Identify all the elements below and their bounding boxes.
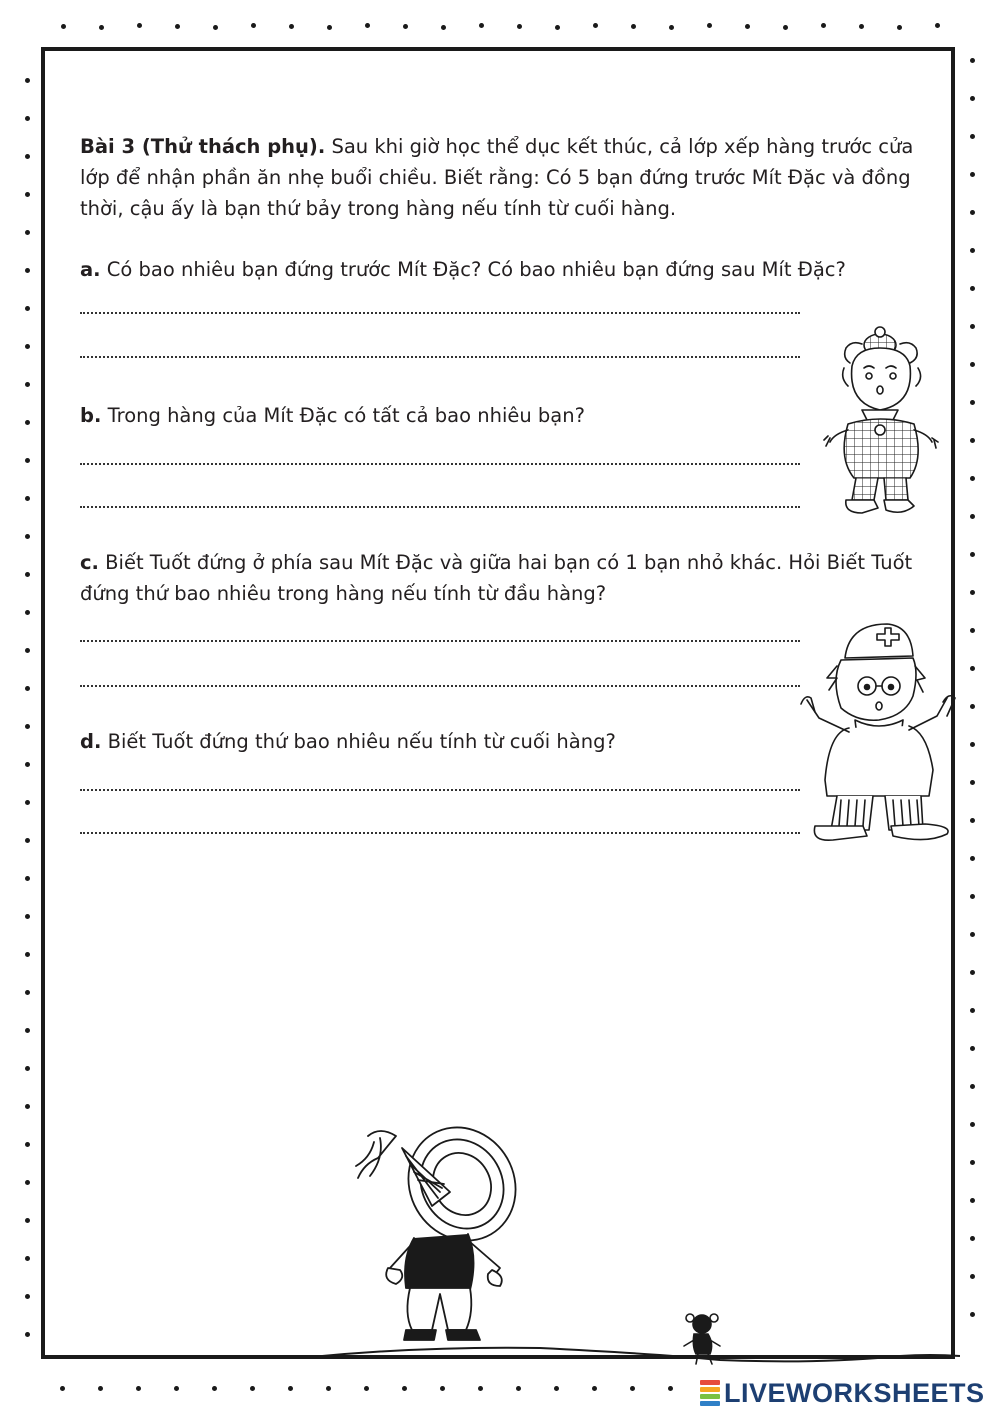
border-dot (970, 476, 975, 481)
border-dot (25, 1066, 30, 1071)
boy-big-hat-illustration (350, 1118, 530, 1350)
border-dot (25, 382, 30, 387)
border-dot (25, 344, 30, 349)
border-dot (745, 24, 750, 29)
border-dot (213, 25, 218, 30)
border-dot (25, 1104, 30, 1109)
border-dot (137, 23, 142, 28)
border-dot (970, 1084, 975, 1089)
border-dot (517, 24, 522, 29)
border-dot (970, 628, 975, 633)
border-dot (25, 78, 30, 83)
border-dot (970, 1198, 975, 1203)
border-dot (970, 1046, 975, 1051)
border-dot (25, 1294, 30, 1299)
border-dot (136, 1386, 141, 1391)
border-dot (25, 1332, 30, 1337)
exercise-title: Bài 3 (Thử thách phụ). (80, 135, 326, 158)
border-dot (174, 1386, 179, 1391)
border-dot (593, 23, 598, 28)
question-a (80, 254, 930, 285)
border-dot (783, 25, 788, 30)
border-dot (25, 1180, 30, 1185)
border-dot (99, 25, 104, 30)
border-dot (403, 24, 408, 29)
border-dot (326, 1386, 331, 1391)
answer-line-a1[interactable] (80, 312, 800, 314)
border-dot (25, 458, 30, 463)
question-c-text: Biết Tuốt đứng ở phía sau Mít Đặc và giữa hai bạn có 1 bạn nhỏ khác. Hỏi Biết Tuốt đứng thứ bao nhiêu trong hàng nếu tính từ đầu hàng? (80, 551, 913, 605)
brand-text: LIVEWORKSHEETS (724, 1377, 985, 1408)
answer-line-d1[interactable] (80, 789, 800, 791)
border-dot (970, 666, 975, 671)
border-dot (970, 514, 975, 519)
question-c (80, 547, 925, 609)
border-dot (25, 420, 30, 425)
border-dot (970, 172, 975, 177)
boy-checkered-illustration (822, 318, 942, 523)
border-dot (478, 1386, 483, 1391)
border-dot (970, 286, 975, 291)
badge-stripe-orange (700, 1387, 720, 1392)
badge-stripe-blue (700, 1401, 720, 1406)
border-dot (516, 1386, 521, 1391)
border-dot (25, 192, 30, 197)
border-dot (60, 1386, 65, 1391)
question-b-text: Trong hàng của Mít Đặc có tất cả bao nhiêu bạn? (101, 404, 585, 427)
answer-line-b2[interactable] (80, 506, 800, 508)
border-dot (970, 324, 975, 329)
border-dot (251, 23, 256, 28)
border-dot (25, 800, 30, 805)
border-dot (441, 25, 446, 30)
border-dot (25, 686, 30, 691)
border-dot (25, 990, 30, 995)
question-c-label: c. (80, 551, 99, 574)
border-dot (25, 116, 30, 121)
border-dot (821, 23, 826, 28)
border-dot (25, 648, 30, 653)
question-a-text: Có bao nhiêu bạn đứng trước Mít Đặc? Có bao nhiêu bạn đứng sau Mít Đặc? (100, 258, 846, 281)
border-dot (970, 248, 975, 253)
border-dot (25, 914, 30, 919)
border-dot (935, 23, 940, 28)
border-dot (970, 704, 975, 709)
border-dot (25, 496, 30, 501)
border-dot (25, 572, 30, 577)
border-dot (25, 1218, 30, 1223)
border-dot (970, 1274, 975, 1279)
border-dot (970, 742, 975, 747)
answer-line-c1[interactable] (80, 640, 800, 642)
border-dot (631, 24, 636, 29)
border-dot (288, 1386, 293, 1391)
answer-line-b1[interactable] (80, 463, 800, 465)
border-dot (25, 1256, 30, 1261)
border-dot (669, 25, 674, 30)
border-dot (364, 1386, 369, 1391)
border-dot (25, 610, 30, 615)
border-dot (98, 1386, 103, 1391)
border-dot (970, 362, 975, 367)
liveworksheets-logo (700, 1378, 985, 1408)
border-dot (859, 24, 864, 29)
border-dot (25, 1142, 30, 1147)
answer-line-a2[interactable] (80, 356, 800, 358)
question-b-label: b. (80, 404, 102, 427)
answer-line-d2[interactable] (80, 832, 800, 834)
border-dot (327, 25, 332, 30)
border-dot (970, 552, 975, 557)
border-dot (25, 230, 30, 235)
border-dot (970, 1008, 975, 1013)
border-dot (440, 1386, 445, 1391)
border-dot (25, 876, 30, 881)
border-dot (970, 818, 975, 823)
border-dot (970, 1160, 975, 1165)
border-dot (970, 590, 975, 595)
badge-stripe-red (700, 1380, 720, 1385)
question-b (80, 400, 930, 431)
question-a-label: a. (80, 258, 101, 281)
border-dot (555, 25, 560, 30)
border-dot (289, 24, 294, 29)
badge-stripe-green (700, 1394, 720, 1399)
ground-line (300, 1336, 960, 1376)
border-dot (970, 210, 975, 215)
question-d-text: Biết Tuốt đứng thứ bao nhiêu nếu tính từ cuối hàng? (101, 730, 616, 753)
border-dot (25, 762, 30, 767)
border-dot (250, 1386, 255, 1391)
border-dot (897, 25, 902, 30)
border-dot (592, 1386, 597, 1391)
border-dot (970, 134, 975, 139)
border-dot (707, 23, 712, 28)
border-dot (970, 400, 975, 405)
border-dot (25, 952, 30, 957)
border-dot (25, 1028, 30, 1033)
border-dot (970, 780, 975, 785)
border-dot (970, 96, 975, 101)
exercise-intro-text: Sau khi giờ học thể dục kết thúc, cả lớp xếp hàng trước cửa lớp để nhận phần ăn nhẹ buổi chiều. Biết rằng: Có 5 bạn đứng trước Mít Đặc và đồng thời, cậu ấy là bạn thứ bảy trong hàng nếu tính từ cuối hàng. (80, 135, 914, 220)
border-dot (402, 1386, 407, 1391)
border-dot (25, 534, 30, 539)
border-dot (970, 970, 975, 975)
live-badge-icon (700, 1380, 720, 1406)
answer-line-c2[interactable] (80, 685, 800, 687)
exercise-intro (80, 131, 930, 224)
boy-doctor-illustration (797, 620, 962, 850)
border-dot (61, 24, 66, 29)
border-dot (212, 1386, 217, 1391)
border-dot (970, 894, 975, 899)
question-d-label: d. (80, 730, 102, 753)
border-dot (25, 306, 30, 311)
border-dot (175, 24, 180, 29)
border-dot (970, 1122, 975, 1127)
border-dot (25, 838, 30, 843)
border-dot (630, 1386, 635, 1391)
border-dot (970, 1236, 975, 1241)
border-dot (365, 23, 370, 28)
border-dot (970, 932, 975, 937)
border-dot (970, 438, 975, 443)
border-dot (554, 1386, 559, 1391)
border-dot (970, 856, 975, 861)
border-dot (25, 154, 30, 159)
border-dot (25, 268, 30, 273)
border-dot (668, 1386, 673, 1391)
border-dot (970, 1312, 975, 1317)
border-dot (479, 23, 484, 28)
border-dot (970, 58, 975, 63)
border-dot (25, 724, 30, 729)
